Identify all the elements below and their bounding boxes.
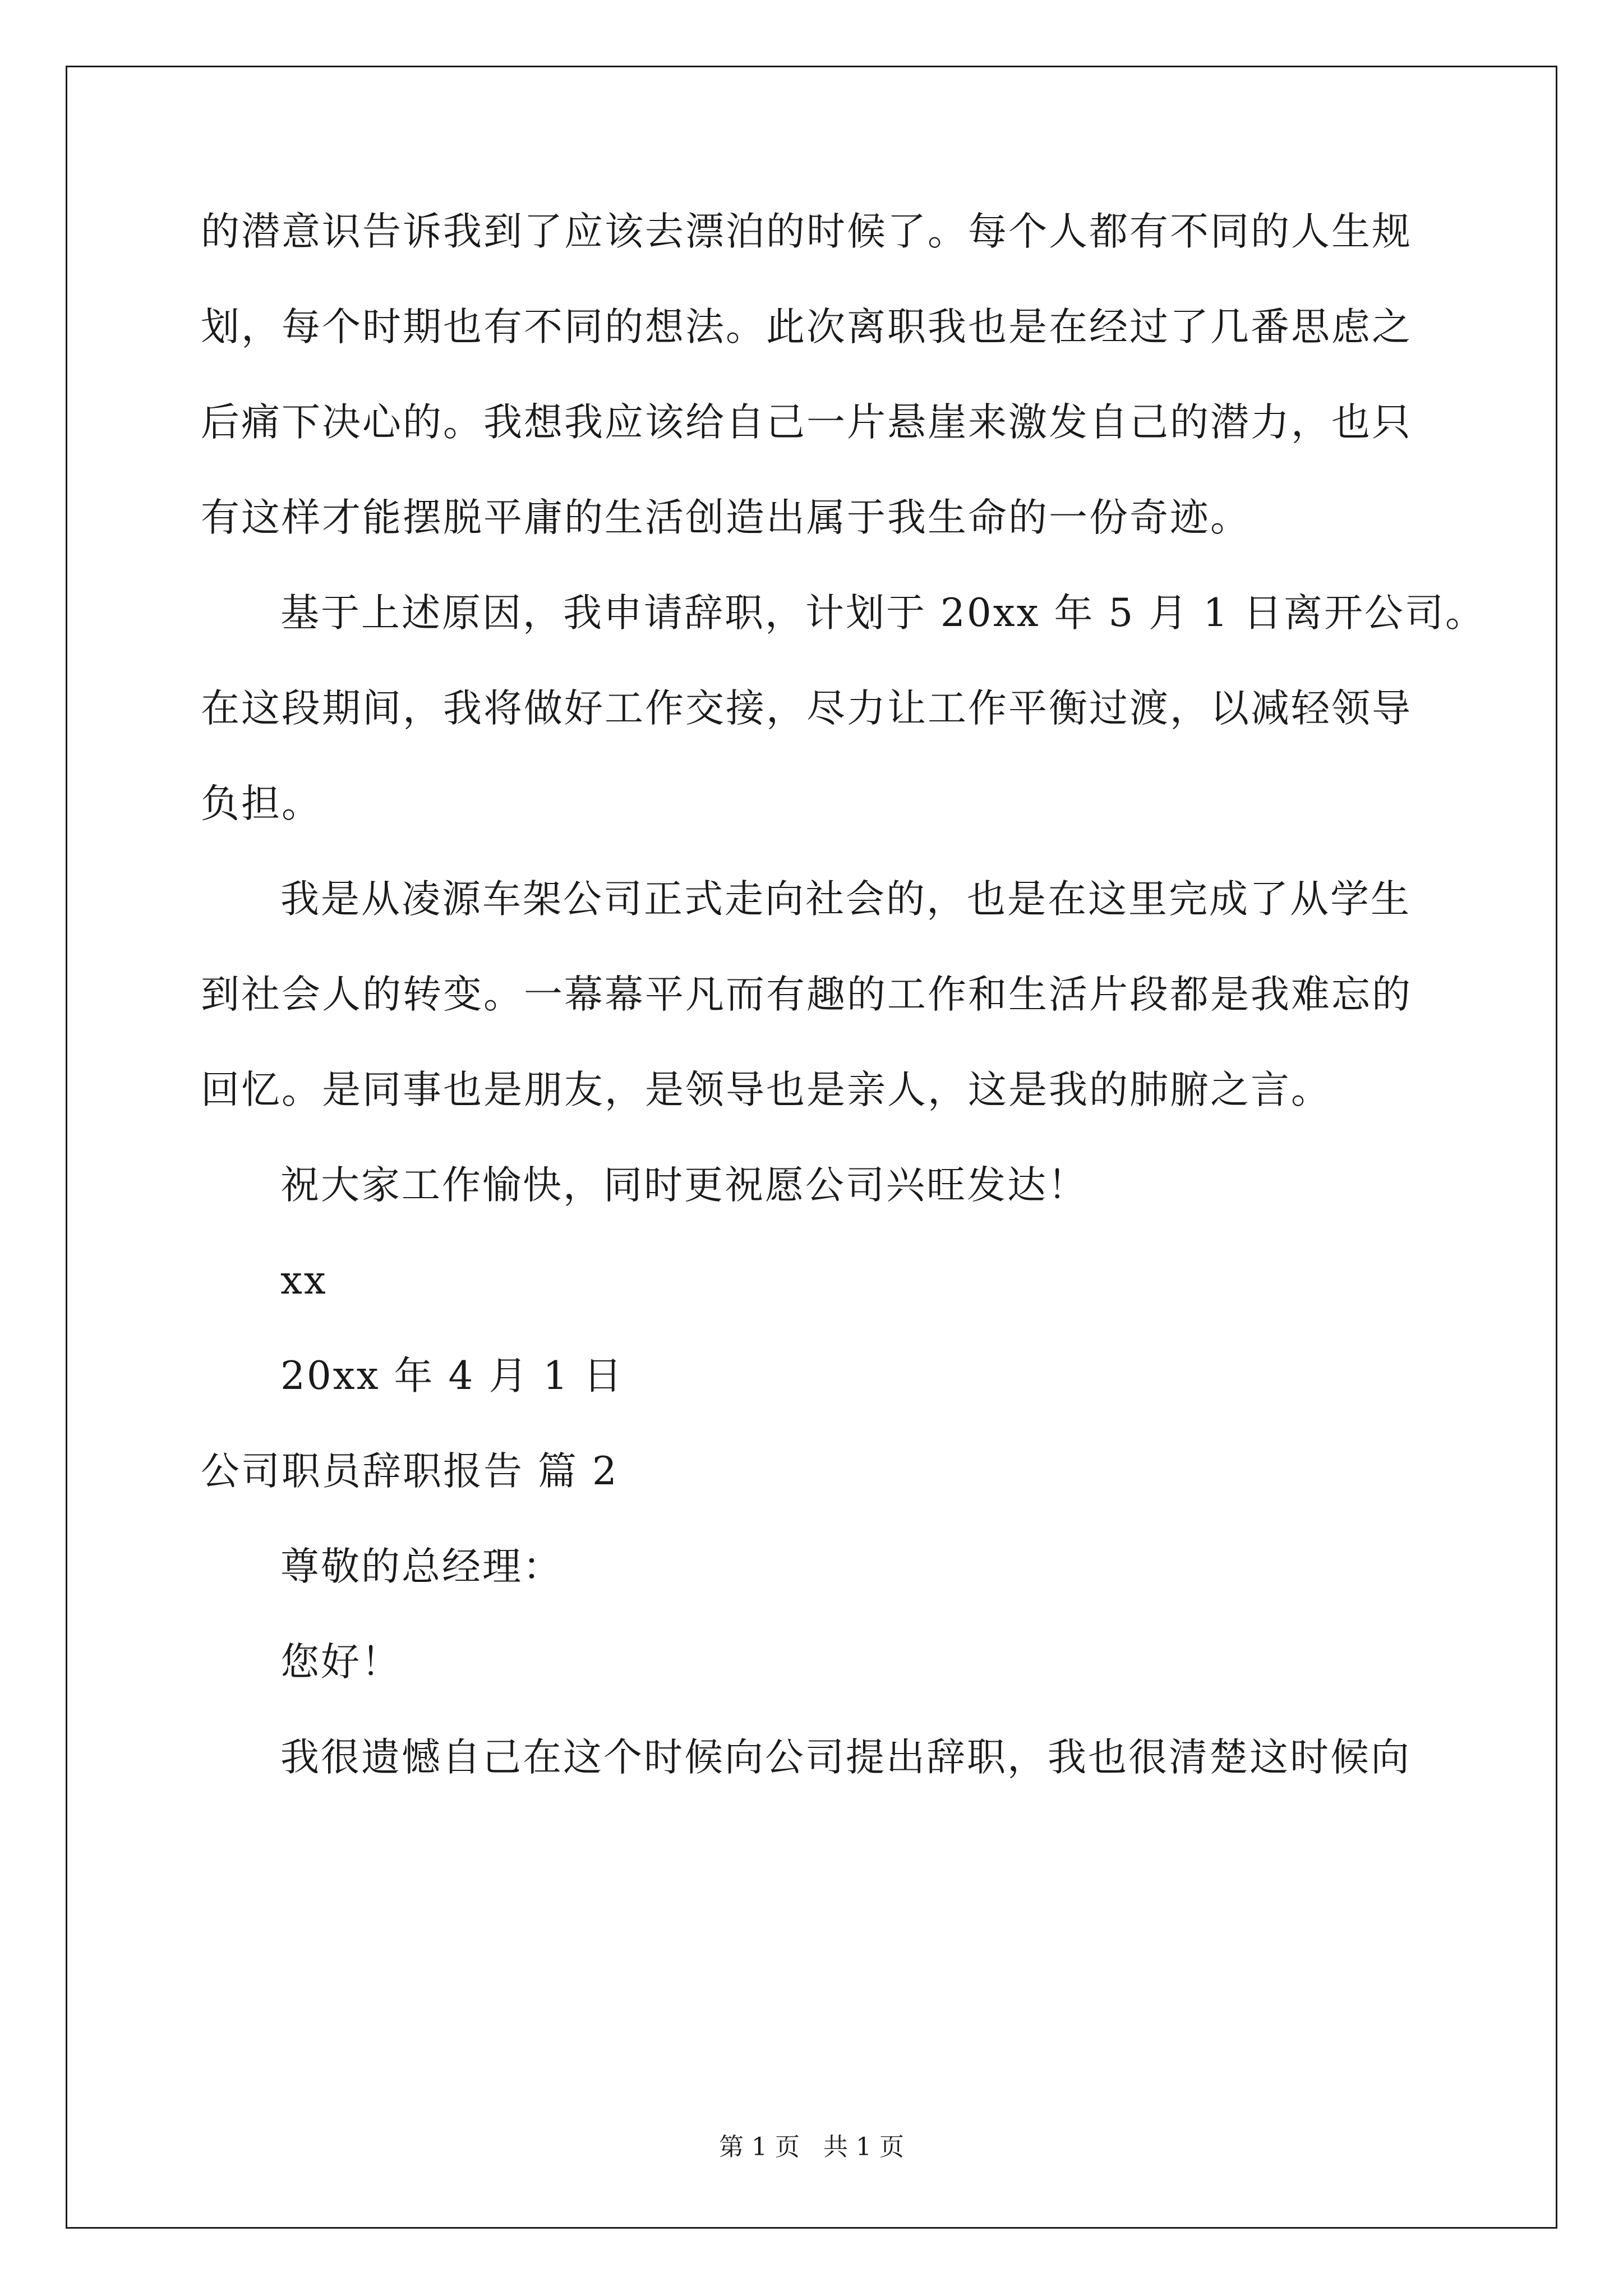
signature-date: 20xx 年 4 月 1 日	[280, 1354, 624, 1398]
body-line-6: 在这段期间，我将做好工作交接，尽力让工作平衡过渡，以减轻领导	[201, 686, 1412, 731]
section-heading: 公司职员辞职报告 篇 2	[201, 1449, 619, 1494]
closing-wishes: 祝大家工作愉快，同时更祝愿公司兴旺发达！	[280, 1163, 1088, 1208]
body-line-7: 负担。	[201, 781, 322, 826]
body-line-10: 回忆。是同事也是朋友，是领导也是亲人，这是我的肺腑之言。	[201, 1068, 1331, 1112]
body-line-17: 我很遗憾自己在这个时候向公司提出辞职，我也很清楚这时候向	[280, 1735, 1411, 1780]
body-line-8: 我是从凌源车架公司正式走向社会的，也是在这里完成了从学生	[280, 877, 1411, 922]
salutation: 尊敬的总经理：	[280, 1544, 563, 1589]
body-line-2: 划，每个时期也有不同的想法。此次离职我也是在经过了几番思虑之	[201, 305, 1412, 349]
page-footer: 第 1 页 共 1 页	[719, 2133, 904, 2161]
body-line-4: 有这样才能摆脱平庸的生活创造出属于我生命的一份奇迹。	[201, 495, 1251, 540]
body-line-5: 基于上述原因，我申请辞职，计划于 20xx 年 5 月 1 日离开公司。	[280, 591, 1486, 636]
body-line-1: 的潜意识告诉我到了应该去漂泊的时候了。每个人都有不同的人生规	[201, 209, 1412, 254]
body-line-9: 到社会人的转变。一幕幕平凡而有趣的工作和生活片段都是我难忘的	[201, 972, 1412, 1017]
greeting: 您好！	[280, 1640, 402, 1685]
page-border	[66, 66, 1557, 2229]
body-line-3: 后痛下决心的。我想我应该给自己一片悬崖来激发自己的潜力，也只	[201, 400, 1412, 445]
signature-name: xx	[280, 1258, 328, 1303]
